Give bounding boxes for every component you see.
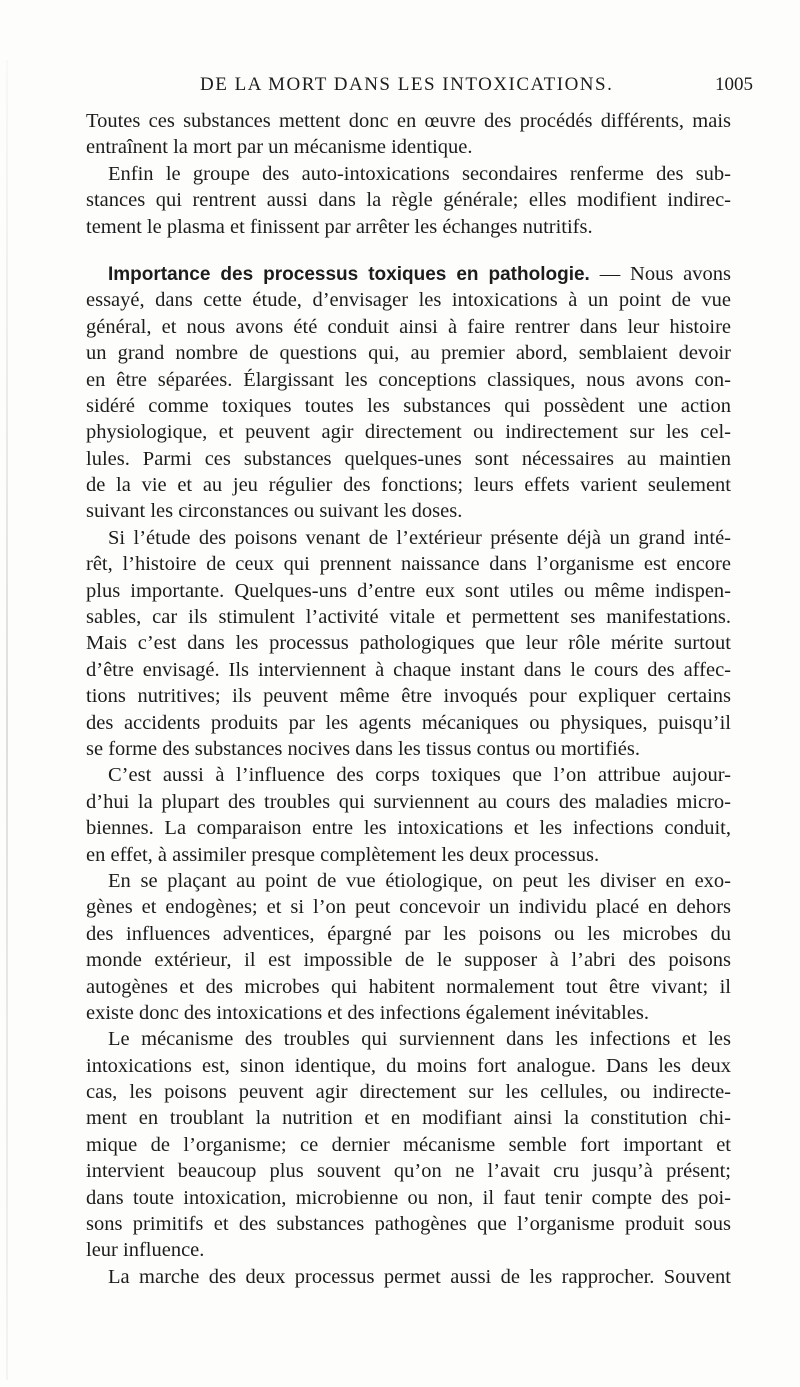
- text-line: sons primitifs et des substances pathogènes que l’organisme produit sous: [86, 1213, 731, 1236]
- text-line: des accidents produits par les agents mécaniques ou physiques, puisqu’il: [86, 711, 731, 734]
- section-heading-line: [86, 261, 731, 287]
- text-line: ment en troublant la nutrition et en modifiant ainsi la constitution chi-: [86, 1107, 731, 1130]
- text-line: existe donc des intoxications et des infections également inévitables.: [86, 1001, 650, 1024]
- text-line: général, et nous avons été conduit ainsi à faire rentrer dans leur histoire: [86, 315, 731, 338]
- text-line: plus importante. Quelques-uns d’entre eux sont utiles ou même indispen-: [86, 579, 731, 602]
- text-line: en être séparées. Élargissant les conceptions classiques, nous avons con-: [86, 368, 731, 391]
- text-line: autogènes et des microbes qui habitent normalement tout être vivant; il: [86, 975, 731, 998]
- section-heading: Importance des processus toxiques en pathologie.: [108, 263, 590, 285]
- text-line: Mais c’est dans les processus pathologiques que leur rôle mérite surtout: [86, 632, 731, 655]
- text-line: de la vie et au jeu régulier des fonctions; leurs effets varient seulement: [86, 474, 731, 497]
- text-line: monde extérieur, il est impossible de le supposer à l’abri des poisons: [86, 949, 731, 972]
- text-line: mique de l’organisme; ce dernier mécanisme semble fort important et: [86, 1133, 731, 1156]
- text-line: se forme des substances nocives dans les tissus contus ou mortifiés.: [86, 737, 640, 760]
- text-line: intervient beaucoup plus souvent qu’on ne l’avait cru jusqu’à présent;: [86, 1160, 731, 1183]
- text-line: intoxications est, sinon identique, du moins fort analogue. Dans les deux: [86, 1054, 731, 1077]
- text-line: d’être envisagé. Ils interviennent à chaque instant dans le cours des affec-: [86, 658, 731, 681]
- page-number: 1005: [715, 74, 753, 95]
- text-line: un grand nombre de questions qui, au premier abord, semblaient devoir: [86, 342, 731, 365]
- text-line: leur influence.: [86, 1239, 205, 1262]
- text-line: d’hui la plupart des troubles qui surviennent au cours des maladies micro-: [86, 790, 731, 813]
- text-line: gènes et endogènes; et si l’on peut concevoir un individu placé en dehors: [86, 896, 731, 919]
- text-line: suivant les circonstances ou suivant les doses.: [86, 500, 463, 523]
- text-line: sidéré comme toxiques toutes les substances qui possèdent une action: [86, 394, 731, 417]
- text-line: sables, car ils stimulent l’activité vitale et permettent ses manifestations.: [86, 606, 731, 629]
- text-line: rêt, l’histoire de ceux qui prennent naissance dans l’organisme est encore: [86, 553, 731, 576]
- text-line: tions nutritives; ils peuvent même être invoqués pour expliquer certains: [86, 685, 731, 708]
- text-line: physiologique, et peuvent agir directement ou indirectement sur les cel-: [86, 421, 731, 444]
- text-line: entraînent la mort par un mécanisme identique.: [86, 136, 473, 159]
- text-line: essayé, dans cette étude, d’envisager les intoxications à un point de vue: [86, 289, 731, 312]
- text-line: lules. Parmi ces substances quelques-unes sont nécessaires au maintien: [86, 447, 731, 470]
- text-line: La marche des deux processus permet aussi de les rapprocher. Souvent: [108, 1265, 731, 1288]
- text-line: Toutes ces substances mettent donc en œuvre des procédés différents, mais: [86, 110, 731, 132]
- text-line: Si l’étude des poisons venant de l’extérieur présente déjà un grand inté-: [108, 526, 731, 549]
- text-line-run: — Nous avons: [589, 262, 732, 285]
- text-line: Enfin le groupe des auto-intoxications secondaires renferme des sub-: [108, 162, 731, 185]
- text-line: Le mécanisme des troubles qui surviennent dans les infections et les: [108, 1028, 731, 1051]
- text-line: C’est aussi à l’influence des corps toxiques que l’on attribue aujour-: [108, 764, 731, 787]
- text-line: en effet, à assimiler presque complètement les deux processus.: [86, 843, 600, 866]
- text-line: dans toute intoxication, microbienne ou non, il faut tenir compte des poi-: [86, 1186, 731, 1209]
- section-gap: [86, 240, 731, 261]
- text-line: tement le plasma et finissent par arrêter les échanges nutritifs.: [86, 215, 593, 238]
- running-head: [0, 74, 800, 104]
- text-line: cas, les poisons peuvent agir directement sur les cellules, ou indirecte-: [86, 1081, 731, 1104]
- scan-shadow-edge: [6, 60, 8, 1380]
- body-text: [86, 108, 731, 1290]
- text-line: des influences adventices, épargné par les poisons ou les microbes du: [86, 922, 731, 945]
- text-line: En se plaçant au point de vue étiologique, on peut les diviser en exo-: [108, 869, 731, 892]
- text-line: biennes. La comparaison entre les intoxications et les infections conduit,: [86, 817, 731, 840]
- text-line: stances qui rentrent aussi dans la règle générale; elles modifient indirec-: [86, 189, 731, 212]
- running-title: DE LA MORT DANS LES INTOXICATIONS.: [200, 74, 614, 95]
